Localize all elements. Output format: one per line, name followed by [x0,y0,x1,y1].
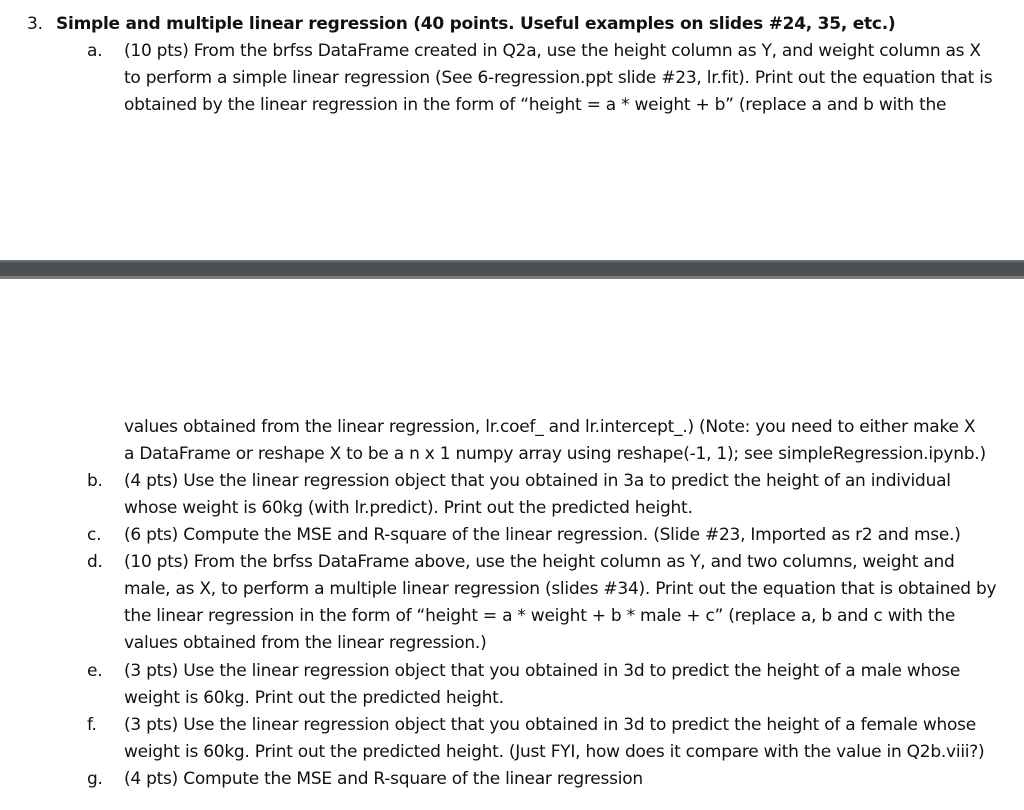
part-letter-b: b. [87,471,103,491]
part-d-text [124,549,1014,657]
part-f-text [124,712,1014,766]
part-e-line-2: weight is 60kg. Print out the predicted height. [124,688,504,708]
part-d-line-3: the linear regression in the form of “height = a * weight + b * male + c” (replace a, b and c with the [124,606,956,626]
part-a-line-1: (10 pts) From the brfss DataFrame created in Q2a, use the height column as Y, and weight column as X [124,41,981,61]
part-a-line-2: to perform a simple linear regression (See 6-regression.ppt slide #23, lr.fit). Print out the equation that is [124,68,993,88]
divider-top-edge [0,260,1024,262]
part-letter-g: g. [87,769,103,789]
part-g-text [124,766,1014,793]
part-f-line-2: weight is 60kg. Print out the predicted height. (Just FYI, how does it compare with the value in Q2b.viii?) [124,742,985,762]
part-a-cont-line-2: a DataFrame or reshape X to be a n x 1 numpy array using reshape(-1, 1); see simpleRegression.ipynb.) [124,444,986,464]
part-letter-f: f. [87,715,97,735]
part-a-text [124,38,1014,119]
part-a-line-3: obtained by the linear regression in the form of “height = a * weight + b” (replace a and b with the [124,95,947,115]
page-break-divider [0,260,1024,279]
part-a-cont-line-1: values obtained from the linear regression, lr.coef_ and lr.intercept_.) (Note: you need to either make X [124,417,976,437]
part-d-line-2: male, as X, to perform a multiple linear regression (slides #34). Print out the equation that is obtained by [124,579,997,599]
part-d-line-1: (10 pts) From the brfss DataFrame above, use the height column as Y, and two columns, weight and [124,552,955,572]
part-e-text [124,658,1014,712]
part-letter-d: d. [87,552,103,572]
part-b-line-1: (4 pts) Use the linear regression object that you obtained in 3a to predict the height of an individual [124,471,951,491]
part-g-line-1: (4 pts) Compute the MSE and R-square of the linear regression [124,769,643,789]
part-b-line-2: whose weight is 60kg (with lr.predict). Print out the predicted height. [124,498,693,518]
part-letter-e: e. [87,661,103,681]
part-b-text [124,468,1014,522]
part-letter-a: a. [87,41,103,61]
part-d-line-4: values obtained from the linear regression.) [124,633,487,653]
question-number: 3. [27,14,43,34]
divider-bottom-edge [0,276,1024,279]
part-letter-c: c. [87,525,102,545]
part-c-text [124,522,1014,549]
part-f-line-1: (3 pts) Use the linear regression object that you obtained in 3d to predict the height of a female whose [124,715,976,735]
part-c-line-1: (6 pts) Compute the MSE and R-square of the linear regression. (Slide #23, Imported as r2 and mse.) [124,525,961,545]
question-title: Simple and multiple linear regression (40 points. Useful examples on slides #24, 35, etc.) [56,14,896,34]
part-e-line-1: (3 pts) Use the linear regression object that you obtained in 3d to predict the height of a male whose [124,661,961,681]
part-a-continued-text [124,414,1014,468]
